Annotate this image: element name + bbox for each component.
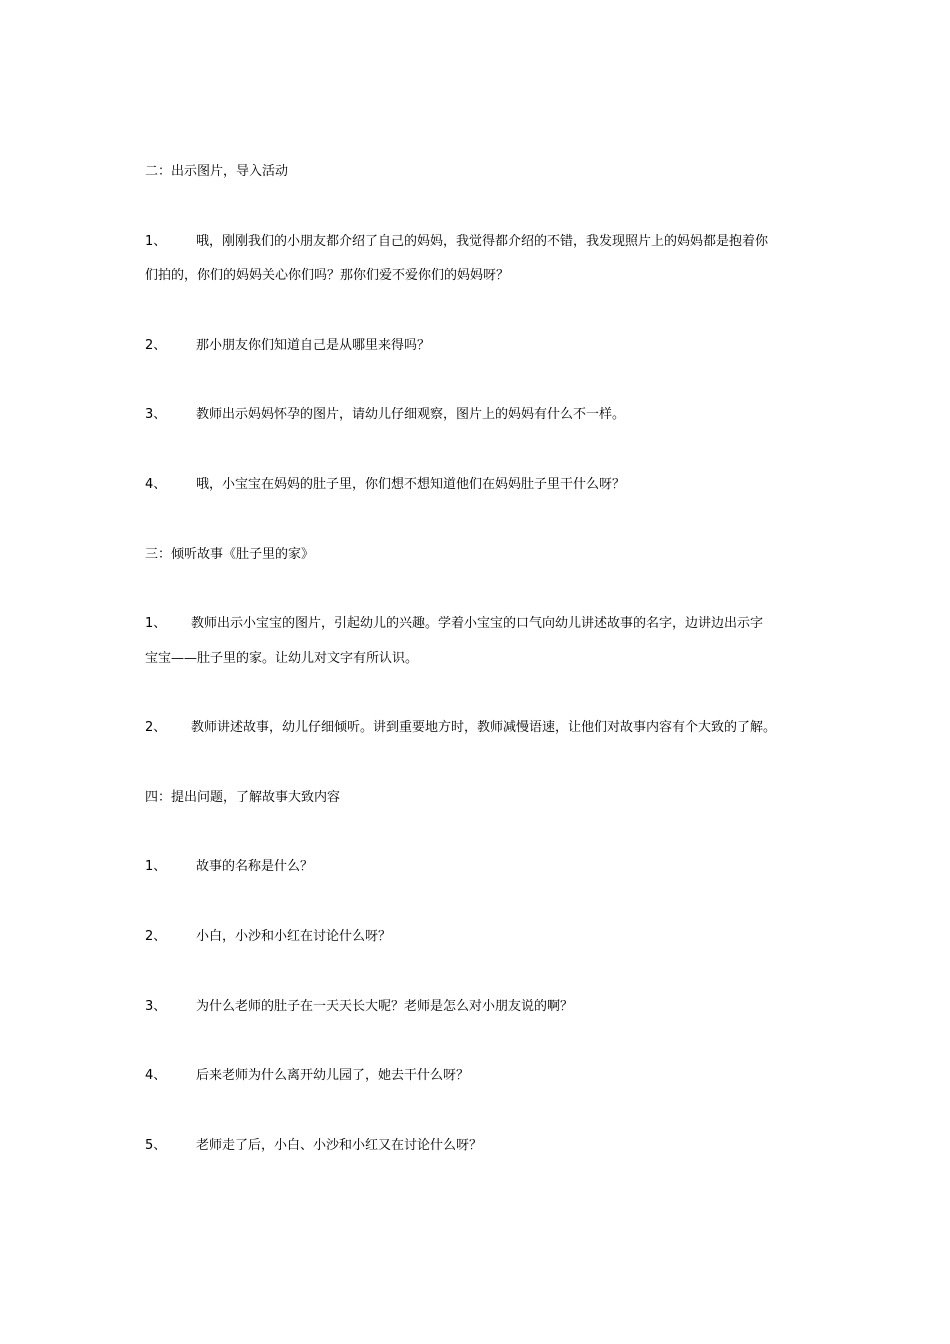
item-text: 哦，刚刚我们的小朋友都介绍了自己的妈妈，我觉得都介绍的不错，我发现照片上的妈妈都是抱着你 (196, 234, 769, 249)
item-text: 老师走了后，小白、小沙和小红又在讨论什么呀？ (196, 1138, 483, 1153)
item-text-continuation: 们拍的，你们的妈妈关心你们吗？那你们爱不爱你们的妈妈呀？ (145, 268, 510, 283)
section-heading (145, 162, 815, 182)
item-text: 小白，小沙和小红在讨论什么呀？ (196, 929, 392, 944)
item-number: 4、 (145, 1068, 167, 1083)
item-text: 教师讲述故事，幼儿仔细倾听。讲到重要地方时，教师减慢语速，让他们对故事内容有个大致的了解。 (191, 720, 777, 735)
item-number: 2、 (145, 929, 167, 944)
section-heading-text: 二：出示图片，导入活动 (145, 164, 289, 179)
item-number: 1、 (145, 234, 167, 249)
item-text: 教师出示妈妈怀孕的图片，请幼儿仔细观察，图片上的妈妈有什么不一样。 (196, 407, 626, 422)
item-text: 教师出示小宝宝的图片，引起幼儿的兴趣。学着小宝宝的口气向幼儿讲述故事的名字，边讲边出示字 (191, 616, 764, 631)
item-number: 5、 (145, 1138, 167, 1153)
item-number: 1、 (145, 616, 167, 631)
item-number: 3、 (145, 999, 167, 1014)
item-text: 哦，小宝宝在妈妈的肚子里，你们想不想知道他们在妈妈肚子里干什么呀？ (196, 477, 626, 492)
item-text-continuation: 宝宝——肚子里的家。让幼儿对文字有所认识。 (145, 651, 419, 666)
item-number: 2、 (145, 720, 167, 735)
item-number: 1、 (145, 859, 167, 874)
item-text: 那小朋友你们知道自己是从哪里来得吗？ (196, 338, 431, 353)
item-text: 后来老师为什么离开幼儿园了，她去干什么呀？ (196, 1068, 470, 1083)
section-heading-text: 四：提出问题，了解故事大致内容 (145, 790, 341, 805)
item-text: 故事的名称是什么？ (196, 859, 314, 874)
section-heading (145, 788, 815, 808)
item-number: 3、 (145, 407, 167, 422)
section-heading (145, 545, 815, 565)
item-number: 2、 (145, 338, 167, 353)
item-text: 为什么老师的肚子在一天天长大呢？老师是怎么对小朋友说的啊？ (196, 999, 574, 1014)
item-number: 4、 (145, 477, 167, 492)
section-heading-text: 三：倾听故事《肚子里的家》 (145, 547, 315, 562)
